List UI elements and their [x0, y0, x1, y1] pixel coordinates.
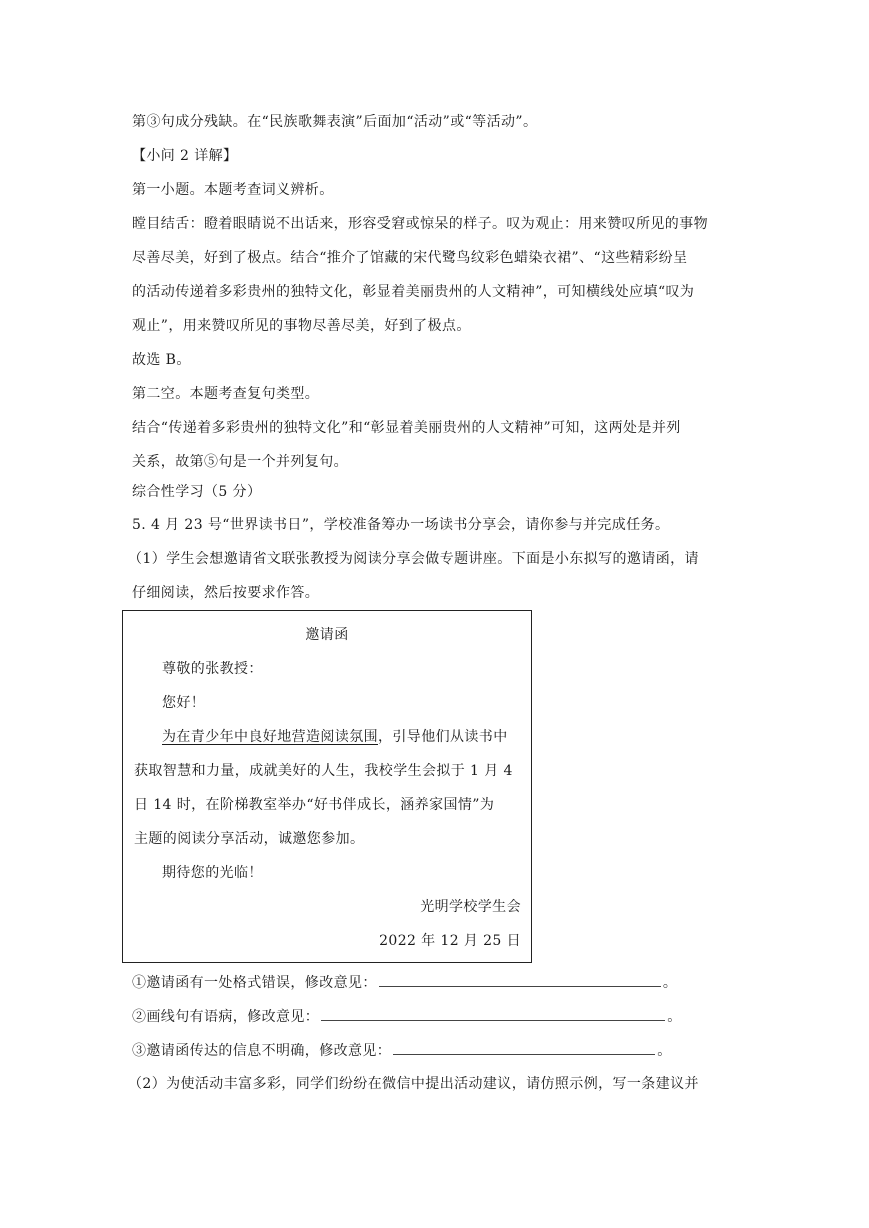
underlined-sentence: 为在青少年中良好地营造阅读氛围: [162, 729, 378, 745]
answer-blank-2[interactable]: [321, 1006, 665, 1021]
question-3-text: ③邀请函传达的信息不明确，修改意见：: [132, 1043, 392, 1059]
question-part-1: （1）学生会想邀请省文联张教授为阅读分享会做专题讲座。下面是小东拟写的邀请函，请: [128, 551, 699, 567]
letter-body-line-1: [162, 727, 508, 747]
section-heading: 【小问 2 详解】: [132, 148, 238, 164]
question-stem: 5. 4 月 23 号“世界读书日”，学校准备筹办一场读书分享会，请你参与并完成任务。: [132, 517, 670, 533]
question-part-2: （2）为使活动丰富多彩，同学们纷纷在微信中提出活动建议，请仿照示例，写一条建议并: [128, 1076, 699, 1092]
section-title: 综合性学习（5 分）: [132, 484, 262, 500]
paragraph-line: 结合“传递着多彩贵州的独特文化”和“彰显着美丽贵州的人文精神”可知，这两处是并列: [132, 420, 681, 436]
letter-date: 2022 年 12 月 25 日: [379, 933, 521, 949]
question-part-1-cont: 仔细阅读，然后按要求作答。: [132, 585, 320, 601]
letter-body-line-3: 日 14 时，在阶梯教室举办“好书伴成长，涵养家国情”为: [134, 797, 495, 813]
question-2-line: [132, 1006, 682, 1027]
answer-blank-1[interactable]: [379, 972, 661, 987]
letter-greeting: 您好！: [162, 695, 206, 711]
letter-closing: 期待您的光临！: [162, 865, 263, 881]
paragraph-line: 关系，故第⑤句是一个并列复句。: [132, 454, 348, 470]
paragraph-line: 尽善尽美，好到了极点。结合“推介了馆藏的宋代鹭鸟纹彩色蜡染衣裙”、“这些精彩纷呈: [132, 250, 688, 266]
answer-blank-3[interactable]: [393, 1040, 655, 1055]
letter-body-text: ，引导他们从读书中: [378, 729, 508, 745]
question-3-period: 。: [657, 1043, 672, 1059]
letter-title: 邀请函: [305, 627, 349, 643]
question-1-period: 。: [662, 975, 678, 991]
question-2-text: ②画线句有语病，修改意见：: [132, 1009, 320, 1025]
question-1-line: [132, 972, 677, 993]
paragraph-line: 第一小题。本题考查词义辨析。: [132, 182, 334, 198]
letter-body-line-4: 主题的阅读分享活动，诚邀您参加。: [134, 831, 365, 847]
paragraph-line: 的活动传递着多彩贵州的独特文化，彰显着美丽贵州的人文精神”，可知横线处应填“叹为: [132, 284, 695, 300]
letter-body-line-2: 获取智慧和力量，成就美好的人生，我校学生会拟于 1 月 4: [134, 763, 513, 779]
answer-line-1: 第③句成分残缺。在“民族歌舞表演”后面加“活动”或“等活动”。: [132, 114, 538, 130]
question-1-text: ①邀请函有一处格式错误，修改意见：: [132, 975, 377, 991]
paragraph-line: 第二空。本题考查复句类型。: [132, 386, 320, 402]
paragraph-line: 故选 B。: [132, 352, 191, 368]
question-3-line: [132, 1040, 672, 1061]
paragraph-line: 观止”，用来赞叹所见的事物尽善尽美，好到了极点。: [132, 318, 471, 334]
letter-sender: 光明学校学生会: [420, 899, 521, 915]
invitation-letter-box: [122, 610, 532, 963]
letter-salutation: 尊敬的张教授：: [162, 661, 263, 677]
paragraph-line: 瞠目结舌：瞪着眼睛说不出话来，形容受窘或惊呆的样子。叹为观止：用来赞叹所见的事物: [132, 216, 708, 232]
question-2-period: 。: [667, 1009, 682, 1025]
